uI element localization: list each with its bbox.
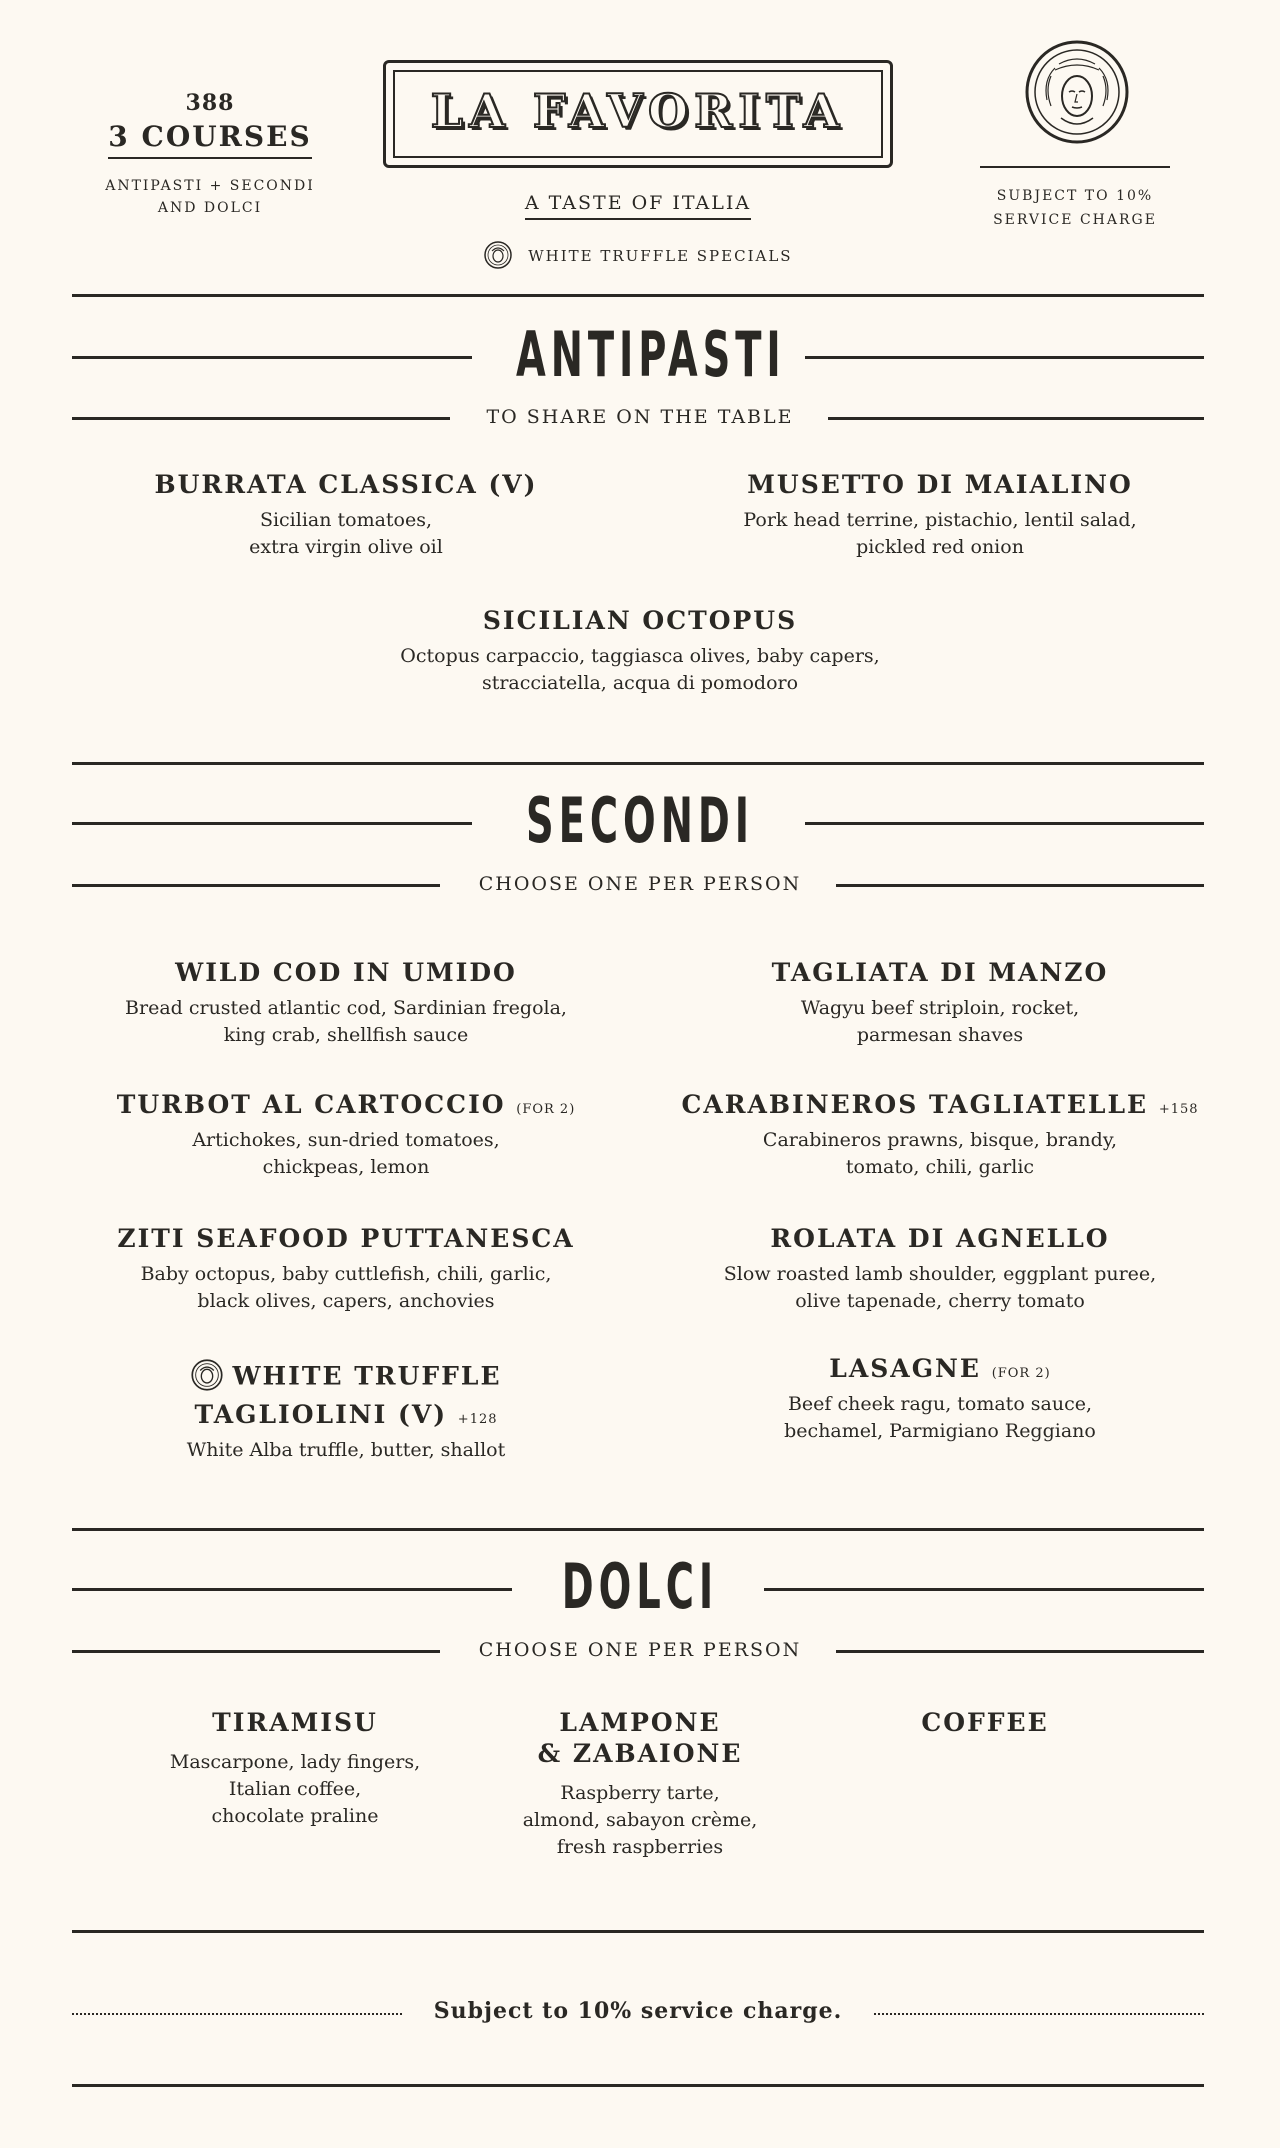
dolci-subtitle: CHOOSE ONE PER PERSON: [478, 1639, 802, 1661]
restaurant-logo: [383, 60, 893, 168]
subtitle-rule-right: [836, 1650, 1204, 1653]
section-title-text: DOLCI: [561, 1550, 719, 1623]
item-name: [670, 1090, 1210, 1119]
item-name-text: LASAGNE: [829, 1354, 981, 1383]
item-description: [690, 1261, 1190, 1315]
subtitle-rule-left: [72, 1650, 440, 1653]
section-divider: [72, 762, 1204, 765]
description-line: chocolate praline: [211, 1805, 379, 1827]
description-line: Wagyu beef striploin, rocket,: [800, 997, 1080, 1019]
tagline-text: A TASTE OF ITALIA: [525, 192, 751, 220]
description-line: parmesan shaves: [856, 1024, 1024, 1046]
menu-price: 388: [185, 90, 235, 116]
truffle-head-icon: [190, 1358, 224, 1398]
section-title-text: SECONDI: [526, 784, 754, 857]
description-line: Sicilian tomatoes,: [259, 509, 433, 531]
description-line: tomato, chili, garlic: [845, 1156, 1035, 1178]
antipasti-section-title: [440, 318, 840, 391]
section-divider: [72, 294, 1204, 297]
title-rule-right: [805, 356, 1204, 359]
description-line: Carabineros prawns, bisque, brandy,: [762, 1129, 1118, 1151]
description-line: black olives, capers, anchovies: [197, 1290, 495, 1312]
item-name: SICILIAN OCTOPUS: [482, 606, 798, 635]
description-line: almond, sabayon crème,: [522, 1809, 758, 1831]
logo-text: LA FAVORITA: [430, 84, 846, 138]
course-description-line: ANTIPASTI + SECONDI: [105, 178, 315, 194]
section-divider: [72, 2084, 1204, 2087]
item-name: [96, 1090, 596, 1119]
dotted-rule-right: [874, 2013, 1204, 2015]
truffle-specials-legend: [383, 240, 893, 274]
item-description: [96, 995, 596, 1049]
description-line: Beef cheek ragu, tomato sauce,: [787, 1393, 1093, 1415]
subtitle-rule-right: [836, 884, 1204, 887]
menu-item: [690, 1224, 1190, 1315]
item-description: [96, 1261, 596, 1315]
item-description: [130, 1749, 460, 1830]
service-charge-note: [980, 166, 1170, 232]
secondi-subtitle: CHOOSE ONE PER PERSON: [478, 873, 802, 895]
item-name: MUSETTO DI MAIALINO: [747, 470, 1133, 499]
item-name-text: WHITE TRUFFLE: [232, 1361, 502, 1391]
service-charge-line: SUBJECT TO 10%: [996, 188, 1154, 204]
subtitle-rule-left: [72, 417, 450, 420]
truffle-head-icon: [483, 240, 513, 274]
dolci-section-title: [440, 1550, 840, 1623]
service-charge-line: SERVICE CHARGE: [993, 212, 1157, 228]
menu-item: [96, 1090, 596, 1181]
description-line: bechamel, Parmigiano Reggiano: [784, 1420, 1096, 1442]
course-count: 3 COURSES: [108, 120, 311, 159]
item-note: +128: [457, 1412, 498, 1427]
menu-item: [96, 1358, 596, 1464]
description-line: king crab, shellfish sauce: [223, 1024, 469, 1046]
item-name: [690, 1354, 1190, 1383]
item-description: [340, 643, 940, 697]
description-line: fresh raspberries: [556, 1836, 724, 1858]
menu-item: [820, 1708, 1150, 1737]
item-name: ROLATA DI AGNELLO: [770, 1224, 1110, 1253]
section-divider: [72, 1528, 1204, 1531]
subtitle-rule-left: [72, 884, 440, 887]
description-line: Baby octopus, baby cuttlefish, chili, garlic,: [140, 1263, 552, 1285]
menu-item: [96, 958, 596, 1049]
menu-item: [130, 1708, 460, 1830]
course-description: [70, 175, 350, 219]
menu-item: [690, 470, 1190, 561]
item-name-text: TURBOT AL CARTOCCIO: [116, 1090, 506, 1119]
description-line: Italian coffee,: [228, 1778, 362, 1800]
item-description: [96, 1437, 596, 1464]
description-line: Artichokes, sun-dried tomatoes,: [192, 1129, 500, 1151]
menu-item: [475, 1708, 805, 1861]
title-rule-left: [72, 356, 472, 359]
description-line: Slow roasted lamb shoulder, eggplant puree,: [723, 1263, 1157, 1285]
description-line: Bread crusted atlantic cod, Sardinian fregola,: [125, 997, 567, 1019]
course-description-line: AND DOLCI: [157, 200, 263, 216]
item-name: COFFEE: [921, 1708, 1049, 1737]
menu-item: [340, 606, 940, 697]
menu-item: [96, 1224, 596, 1315]
item-description: [690, 1391, 1190, 1445]
description-line: White Alba truffle, butter, shallot: [186, 1439, 506, 1461]
menu-item: [96, 470, 596, 561]
item-description: [475, 1780, 805, 1861]
description-line: Mascarpone, lady fingers,: [169, 1751, 421, 1773]
description-line: Raspberry tarte,: [560, 1782, 720, 1804]
item-name: [96, 1358, 596, 1398]
title-rule-right: [805, 822, 1204, 825]
item-name: TAGLIATA DI MANZO: [771, 958, 1109, 987]
item-note: (FOR 2): [516, 1102, 576, 1117]
item-name: TIRAMISU: [212, 1708, 378, 1737]
item-description: [690, 995, 1190, 1049]
tagline: [383, 192, 893, 214]
item-description: [690, 507, 1190, 561]
title-rule-left: [72, 822, 472, 825]
item-note: (FOR 2): [991, 1366, 1051, 1381]
price-block: [70, 90, 350, 219]
description-line: olive tapenade, cherry tomato: [795, 1290, 1085, 1312]
section-divider: [72, 1930, 1204, 1933]
description-line: pickled red onion: [856, 536, 1024, 558]
menu-item: [690, 1354, 1190, 1445]
description-line: stracciatella, acqua di pomodoro: [481, 672, 799, 694]
item-name: ZITI SEAFOOD PUTTANESCA: [117, 1224, 575, 1253]
secondi-section-title: [440, 784, 840, 857]
medusa-seal-icon: [1025, 40, 1129, 144]
truffle-specials-text: WHITE TRUFFLE SPECIALS: [528, 247, 793, 265]
item-name-text: TAGLIOLINI (V): [194, 1400, 448, 1429]
description-line: Octopus carpaccio, taggiasca olives, baby capers,: [400, 645, 880, 667]
section-title-text: ANTIPASTI: [516, 318, 786, 391]
item-name: WILD COD IN UMIDO: [175, 958, 517, 987]
menu-item: [690, 958, 1190, 1049]
item-name-text: CARABINEROS TAGLIATELLE: [681, 1090, 1149, 1119]
item-name: LAMPONE: [559, 1708, 721, 1737]
item-note: +158: [1158, 1102, 1199, 1117]
item-description: [670, 1127, 1210, 1181]
antipasti-subtitle: TO SHARE ON THE TABLE: [486, 406, 794, 428]
item-description: [96, 507, 596, 561]
item-description: [96, 1127, 596, 1181]
item-name: BURRATA CLASSICA (V): [154, 470, 538, 499]
description-line: chickpeas, lemon: [262, 1156, 430, 1178]
description-line: extra virgin olive oil: [249, 536, 443, 558]
description-line: Pork head terrine, pistachio, lentil salad,: [743, 509, 1137, 531]
menu-item: [670, 1090, 1210, 1181]
item-name: [96, 1400, 596, 1429]
dotted-rule-left: [72, 2013, 402, 2015]
footer-service-charge: Subject to 10% service charge.: [433, 1998, 843, 2024]
subtitle-rule-right: [828, 417, 1204, 420]
item-name: & ZABAIONE: [537, 1739, 743, 1768]
